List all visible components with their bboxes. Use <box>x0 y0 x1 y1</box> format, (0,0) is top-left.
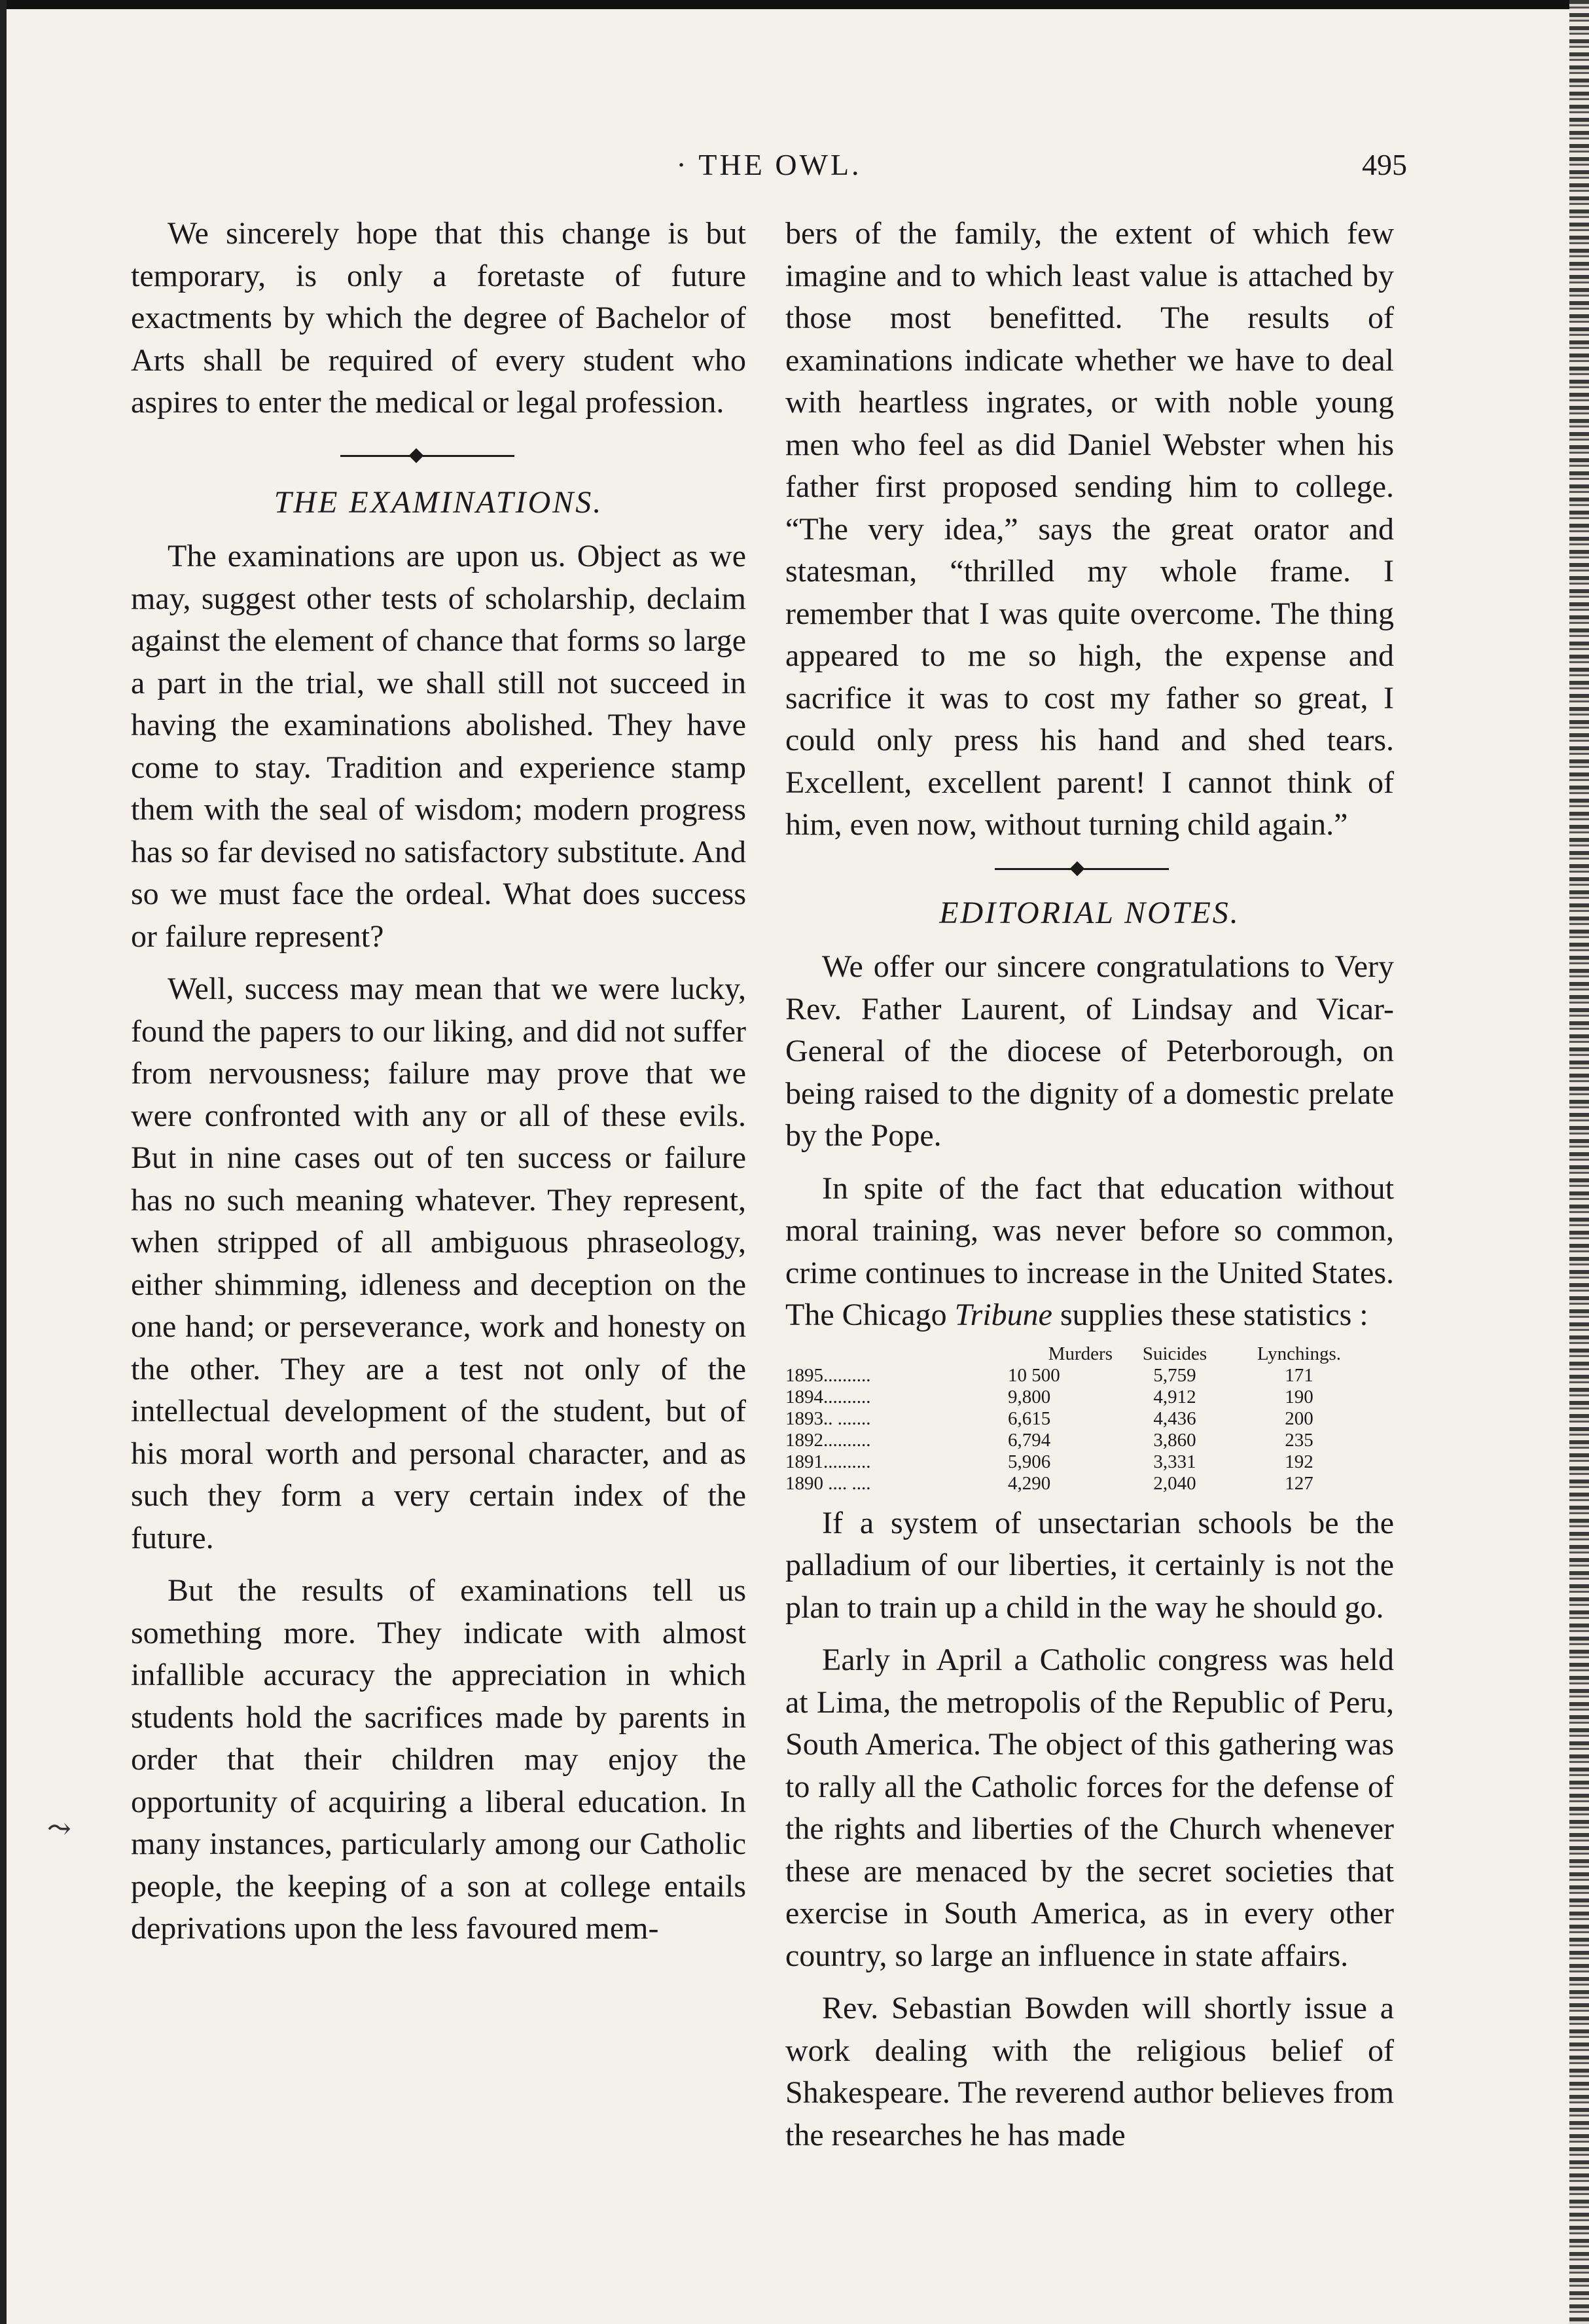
stats-row: 1893.. ....... 6,615 4,436 200 <box>785 1407 1313 1429</box>
right-paragraph-1: bers of the family, the extent of which few imagine and to which least value is attached by those most benefitted. The results of examinations indicate whether we have to deal with heartless ingrates, or with noble young men who feel as did Daniel Webster when his father first proposed sending him to college. “The very idea,” says the great orator and statesman, “thrilled my whole frame. I remember that I was quite overcome. The thing appeared to me so high, the expense and sacrifice it was to cost my father so great, I could only press his hand and shed tears. Excellent, excellent parent! I cannot think of him, even now, without turning child again.” <box>785 216 1394 842</box>
running-title: · THE OWL. <box>676 148 862 181</box>
page-header <box>131 147 1407 193</box>
page-number: 495 <box>1362 148 1407 181</box>
left-paragraph-1: We sincerely hope that this change is but temporary, is only a foretaste of future exactments by which the degree of Bachelor of Arts shall be required of every student who aspires to enter the medical or legal profession. <box>131 216 746 420</box>
stats-row: 1890 .... .... 4,290 2,040 127 <box>785 1472 1313 1494</box>
left-paragraph-4: But the results of examinations tell us something more. They indicate with almost infallible accuracy the appreciation in which students hold the sacrifices made by parents in order that their children may enjoy the opportunity of acquiring a liberal education. In many instances, particularly among our Catholic people, the keeping of a son at college entails deprivations upon the less favoured mem- <box>131 1573 746 1946</box>
stats-header-row: Murders Suicides Lynchings. <box>1048 1343 1342 1364</box>
examinations-heading: THE EXAMINATIONS. <box>274 484 603 520</box>
right-paragraph-4: If a system of unsectarian schools be the palladium of our liberties, it certainly is not the plan to train up a child in the way he should go. <box>785 1505 1394 1625</box>
section-divider <box>785 849 1394 888</box>
right-paragraph-6: Rev. Sebastian Bowden will shortly issue a work dealing with the religious belief of Shakespeare. The reverend author believes from the researches he has made <box>785 1991 1394 2152</box>
left-column <box>131 213 746 1950</box>
stats-row: 1895.......... 10 500 5,759 171 <box>785 1364 1313 1386</box>
stats-row: 1894.......... 9,800 4,912 190 <box>785 1386 1313 1407</box>
right-page-edge <box>1569 0 1589 2324</box>
section-divider <box>131 436 746 475</box>
left-paragraph-3: Well, success may mean that we were lucky, found the papers to our liking, and did not suffer from nervousness; failure may prove that we were confronted with any or all of these evils. But in nine cases out of ten success or failure has no such meaning whatever. They represent, when stripped of all ambiguous phraseology, either shimming, idleness and deception on the one hand; or perseverance, work and honesty on the other. They are a test not only of the intellectual development of the student, but of his moral worth and personal character, and as such they form a very certain index of the future. <box>131 971 746 1555</box>
crime-statistics-table <box>785 1343 1394 1495</box>
stats-row: 1891.......... 5,906 3,331 192 <box>785 1451 1313 1472</box>
stats-row: 1892.......... 6,794 3,860 235 <box>785 1429 1313 1451</box>
left-page-edge <box>0 0 7 2324</box>
right-paragraph-2: We offer our sincere congratulations to Very Rev. Father Laurent, of Lindsay and Vicar-General of the diocese of Peterborough, on being raised to the dignity of a domestic prelate by the Pope. <box>785 949 1394 1153</box>
right-paragraph-3: In spite of the fact that education without moral training, was never before so common, crime continues to increase in the United States. The Chicago Tribune supplies these statistics : <box>785 1171 1394 1332</box>
right-column <box>785 213 1394 2156</box>
right-paragraph-5: Early in April a Catholic congress was held at Lima, the metropolis of the Republic of Peru, South America. The object of this gathering was to rally all the Catholic forces for the defense of the rights and liberties of the Church whenever these are menaced by the secret societies that exercise in South America, as in every other country, so large an influence in state affairs. <box>785 1643 1394 1973</box>
editorial-notes-heading: EDITORIAL NOTES. <box>939 895 1240 930</box>
left-paragraph-2: The examinations are upon us. Object as we may, suggest other tests of scholarship, declaim against the element of chance that forms so large a part in the trial, we shall still not succeed in having the examinations abolished. They have come to stay. Tradition and experience stamp them with the seal of wisdom; modern progress has so far devised no satisfactory substitute. And so we must face the ordeal. What does success or failure represent? <box>131 539 746 954</box>
top-border-rule <box>0 0 1589 9</box>
margin-mark-icon: ⤳ <box>47 1813 71 1845</box>
